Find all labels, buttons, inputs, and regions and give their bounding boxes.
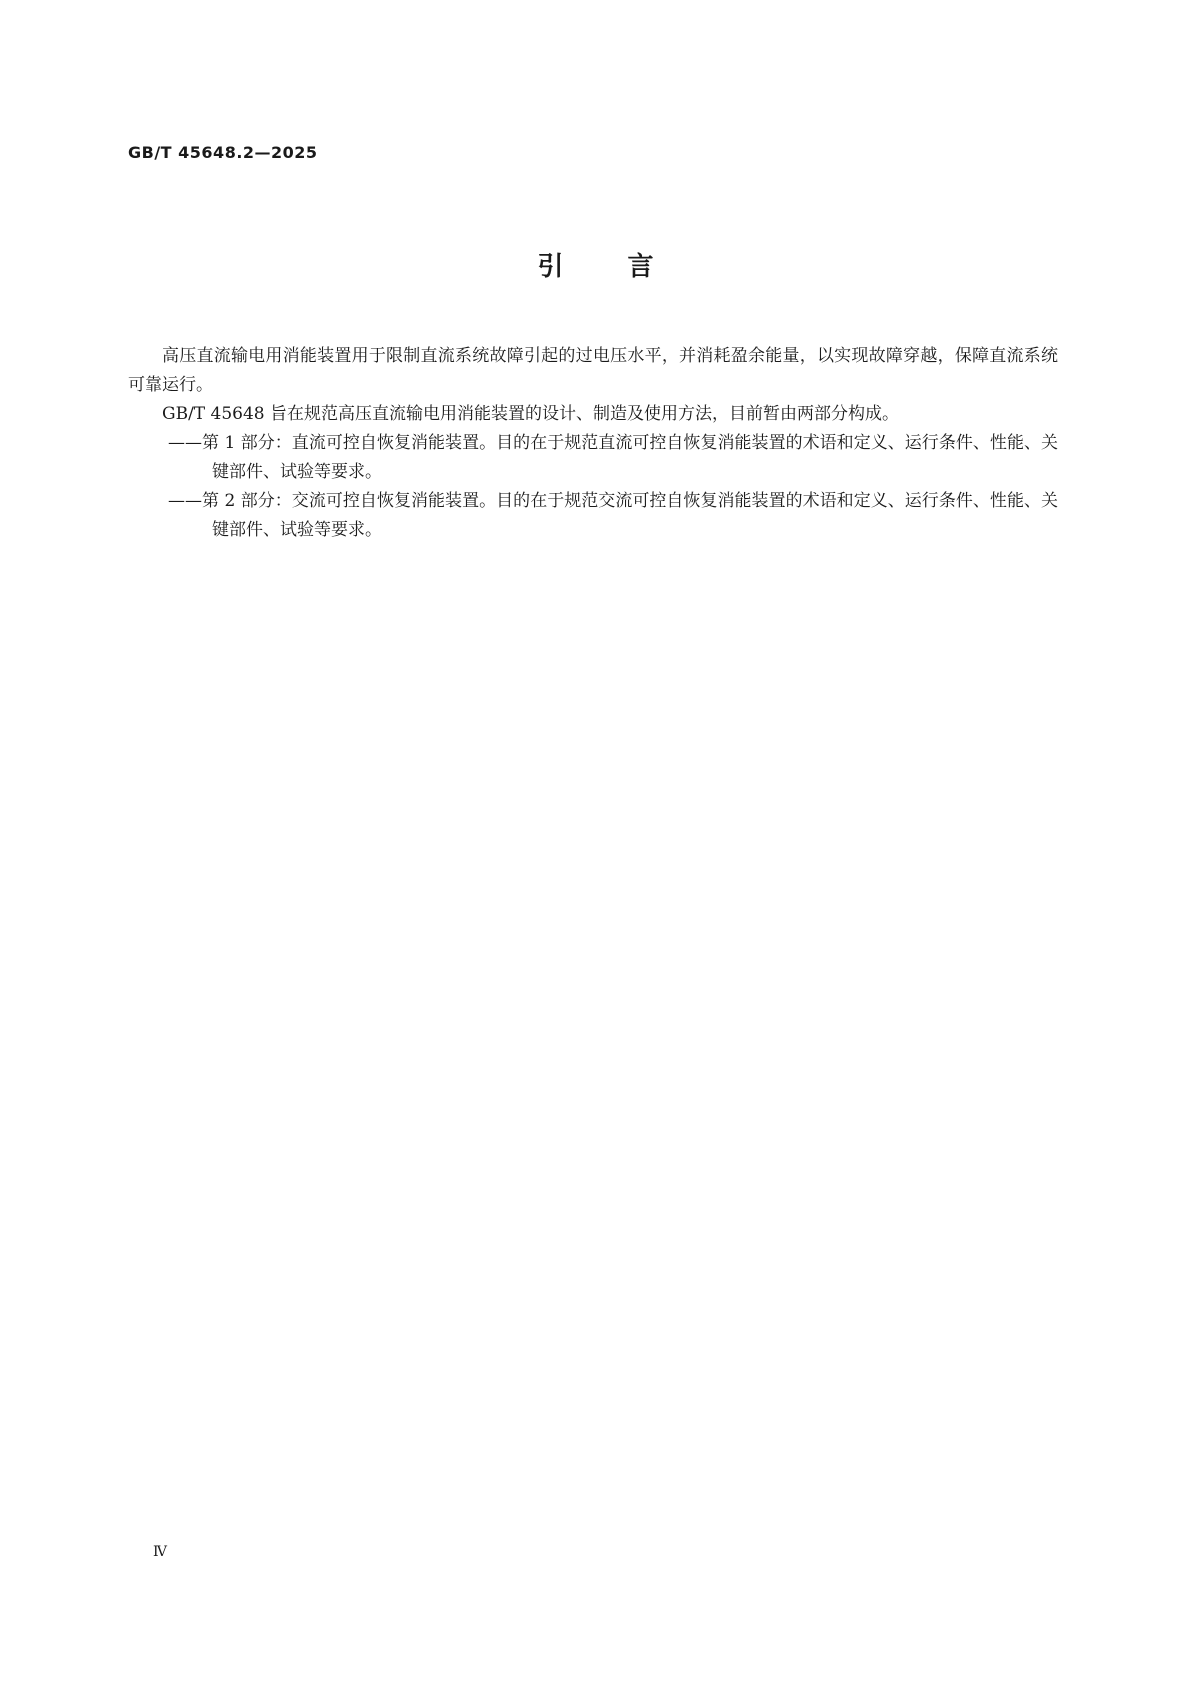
title-char-2: 言 xyxy=(627,252,654,282)
list-item-part-1: ——第 1 部分：直流可控自恢复消能装置。目的在于规范直流可控自恢复消能装置的术语和定义、运行条件、性能、关键部件、试验等要求。 xyxy=(168,433,1058,482)
page-number: Ⅳ xyxy=(153,1544,167,1560)
paragraph-structure: GB/T 45648 旨在规范高压直流输电用消能装置的设计、制造及使用方法，目前暂由两部分构成。 xyxy=(162,404,900,424)
introduction-body xyxy=(128,342,1058,545)
title-char-1: 引 xyxy=(537,252,564,282)
section-title xyxy=(0,246,1191,283)
standard-number: GB/T 45648.2—2025 xyxy=(128,143,318,162)
list-item-part-2: ——第 2 部分：交流可控自恢复消能装置。目的在于规范交流可控自恢复消能装置的术语和定义、运行条件、性能、关键部件、试验等要求。 xyxy=(168,491,1058,540)
paragraph-purpose: 高压直流输电用消能装置用于限制直流系统故障引起的过电压水平，并消耗盈余能量，以实现故障穿越，保障直流系统可靠运行。 xyxy=(128,346,1058,395)
